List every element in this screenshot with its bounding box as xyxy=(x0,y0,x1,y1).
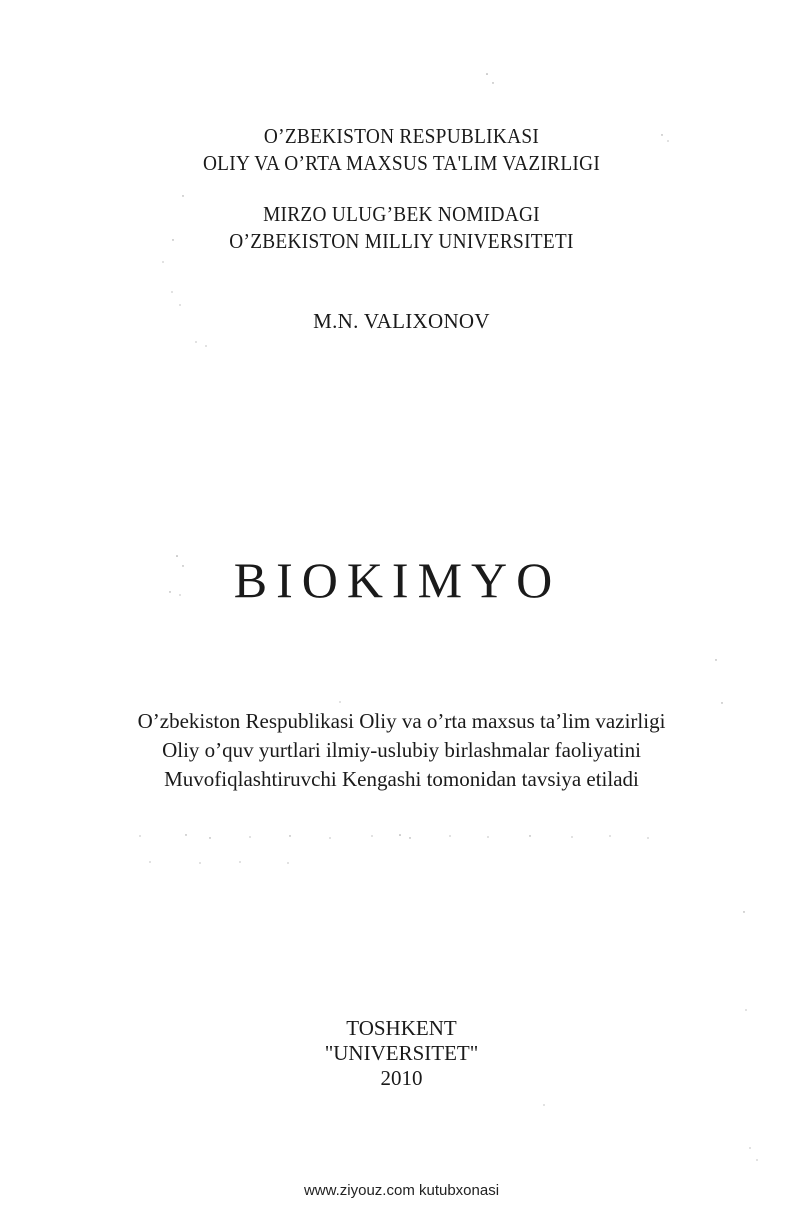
ministry-heading: OLIY VA O’RTA MAXSUS TA'LIM VAZIRLIGI xyxy=(202,151,601,175)
recommendation-line1: O’zbekiston Respublikasi Oliy va o’rta maxsus ta’lim vazirligi xyxy=(137,709,666,733)
imprint-publisher: "UNIVERSITET" xyxy=(324,1041,479,1065)
book-title: BIOKIMYO xyxy=(233,552,562,608)
recommendation-line2: Oliy o’quv yurtlari ilmiy-uslubiy birlashmalar faoliyatini xyxy=(162,738,641,762)
university-heading-line2: O’ZBEKISTON MILLIY UNIVERSITETI xyxy=(229,229,574,253)
footer-source: www.ziyouz.com kutubxonasi xyxy=(303,1182,500,1199)
imprint-year: 2010 xyxy=(380,1066,423,1090)
author-name: M.N. VALIXONOV xyxy=(313,309,490,333)
university-heading-line1: MIRZO ULUG’BEK NOMIDAGI xyxy=(263,202,540,226)
imprint-city: TOSHKENT xyxy=(346,1016,457,1040)
republic-heading: O’ZBEKISTON RESPUBLIKASI xyxy=(263,124,540,148)
recommendation-line3: Muvofiqlashtiruvchi Kengashi tomonidan tavsiya etiladi xyxy=(164,767,639,791)
